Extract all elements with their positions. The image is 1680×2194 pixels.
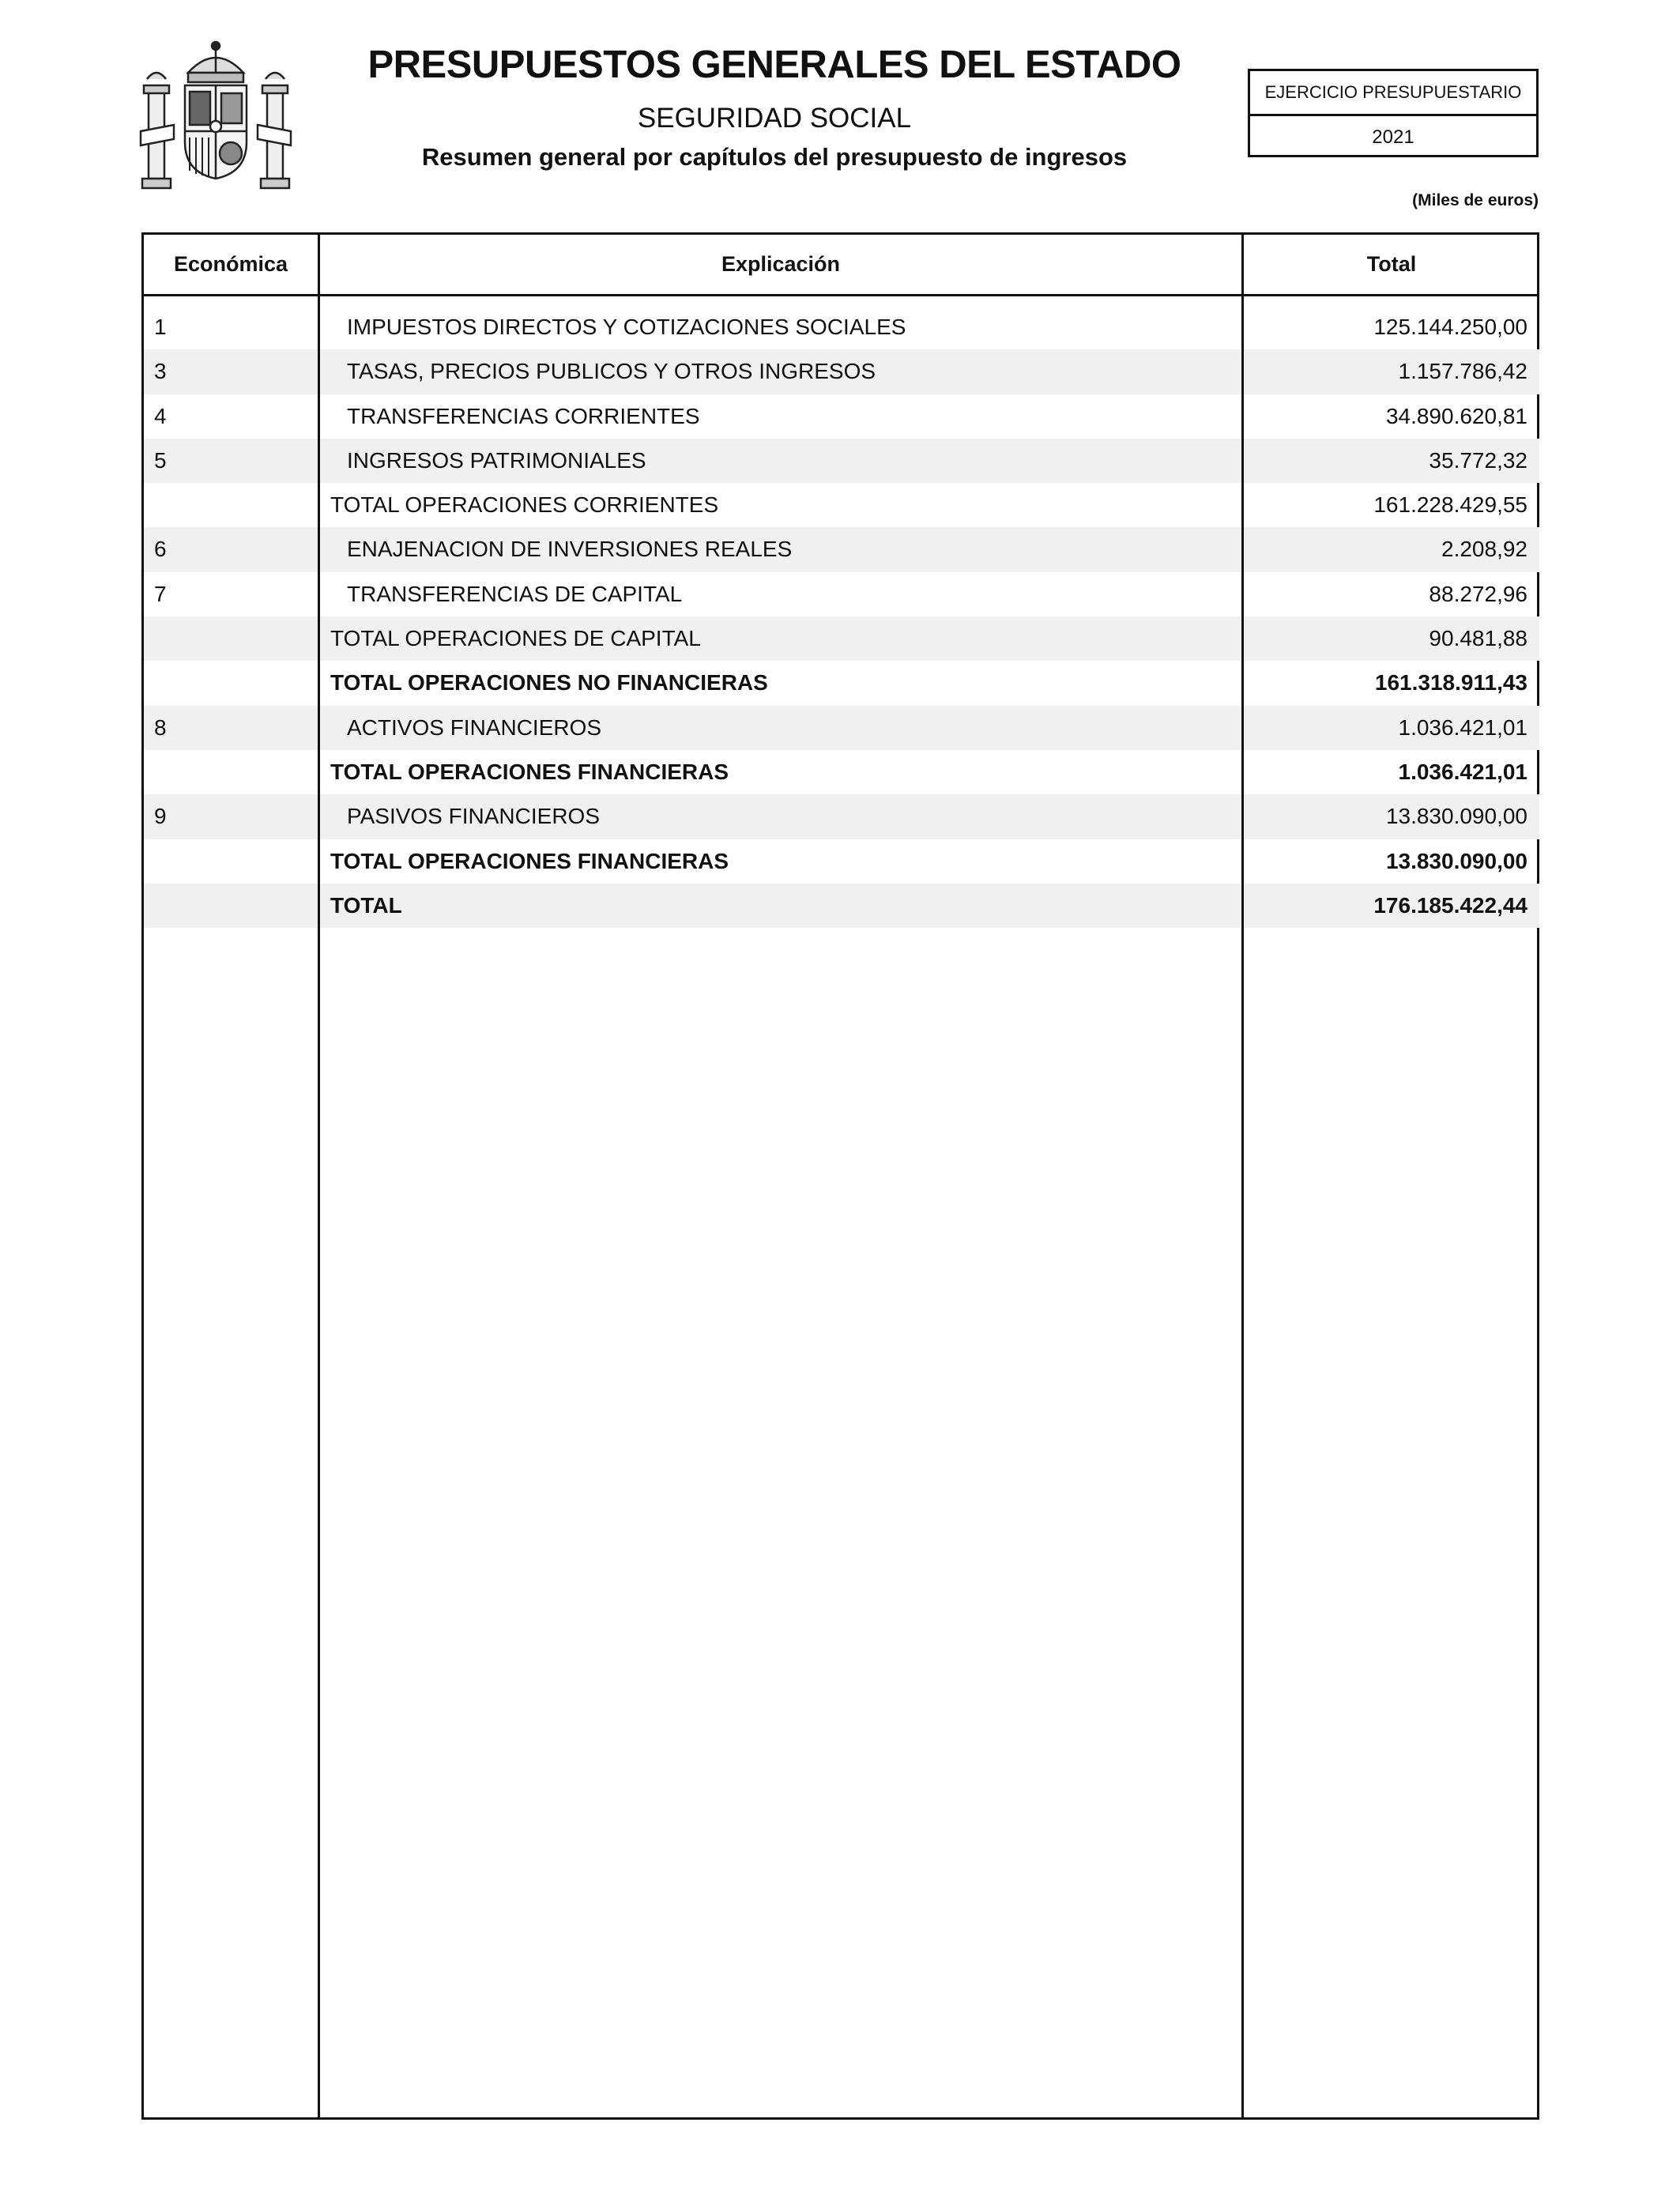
table-row [144,349,1537,394]
row-code: 7 [154,581,167,606]
row-code: 3 [154,359,167,384]
table-row [144,750,1537,794]
row-label: TRANSFERENCIAS CORRIENTES [347,403,700,428]
coat-of-arms-icon [139,38,292,193]
fiscal-year-value: 2021 [1372,126,1414,148]
row-total: 88.272,96 [1429,581,1527,606]
row-label: TASAS, PRECIOS PUBLICOS Y OTROS INGRESOS [347,359,876,384]
row-code: 4 [154,403,167,428]
row-label: ENAJENACION DE INVERSIONES REALES [347,537,793,562]
row-code: 1 [154,315,167,339]
table-row [144,706,1537,750]
row-label: TOTAL OPERACIONES DE CAPITAL [330,626,701,651]
row-total: 13.830.090,00 [1385,848,1527,873]
row-total: 176.185.422,44 [1373,892,1527,918]
table-row [144,884,1537,928]
row-total: 35.772,32 [1429,447,1527,473]
page-description: Resumen general por capítulos del presupuesto de ingresos [421,143,1128,171]
page-subtitle: SEGURIDAD SOCIAL [637,103,912,134]
row-code: 8 [154,714,167,740]
row-total: 13.830.090,00 [1385,804,1527,829]
row-code: 6 [154,537,167,562]
units-note: (Miles de euros) [1412,191,1539,209]
row-total: 161.318.911,43 [1374,670,1527,696]
budget-table [141,232,1539,2120]
table-row [144,305,1537,349]
row-total: 1.036.421,01 [1398,714,1527,740]
row-code: 9 [154,804,167,829]
fiscal-year-label: EJERCICIO PRESUPUESTARIO [1250,71,1536,116]
table-row [144,572,1537,616]
table-body [144,305,1537,928]
table-row [144,616,1537,661]
row-total: 125.144.250,00 [1373,315,1527,339]
table-row [144,839,1537,884]
row-label: ACTIVOS FINANCIEROS [347,714,602,740]
row-label: TOTAL OPERACIONES FINANCIERAS [330,759,729,784]
row-label: TRANSFERENCIAS DE CAPITAL [347,581,683,606]
header-explicacion: Explicación [721,252,841,276]
table-row [144,661,1537,705]
page-title: PRESUPUESTOS GENERALES DEL ESTADO [367,43,1181,86]
table-row [144,439,1537,483]
row-total: 1.157.786,42 [1398,359,1527,384]
fiscal-year-box [1248,69,1539,157]
row-total: 161.228.429,55 [1373,492,1527,518]
row-label: TOTAL OPERACIONES CORRIENTES [330,492,719,518]
row-total: 2.208,92 [1441,537,1527,562]
table-header [144,235,1537,296]
row-label: TOTAL OPERACIONES FINANCIERAS [330,848,729,873]
row-code: 5 [154,447,167,473]
row-total: 90.481,88 [1429,626,1527,651]
table-row [144,483,1537,527]
row-label: TOTAL OPERACIONES NO FINANCIERAS [330,670,768,696]
header-economica: Económica [173,252,288,276]
row-label: INGRESOS PATRIMONIALES [347,447,646,473]
table-row [144,794,1537,839]
row-label: TOTAL [330,892,402,918]
table-row [144,394,1537,439]
row-label: PASIVOS FINANCIEROS [347,804,600,829]
row-label: IMPUESTOS DIRECTOS Y COTIZACIONES SOCIALES [347,315,906,339]
header-total: Total [1366,252,1417,276]
table-row [144,527,1537,571]
row-total: 1.036.421,01 [1398,759,1527,784]
row-total: 34.890.620,81 [1385,403,1527,428]
